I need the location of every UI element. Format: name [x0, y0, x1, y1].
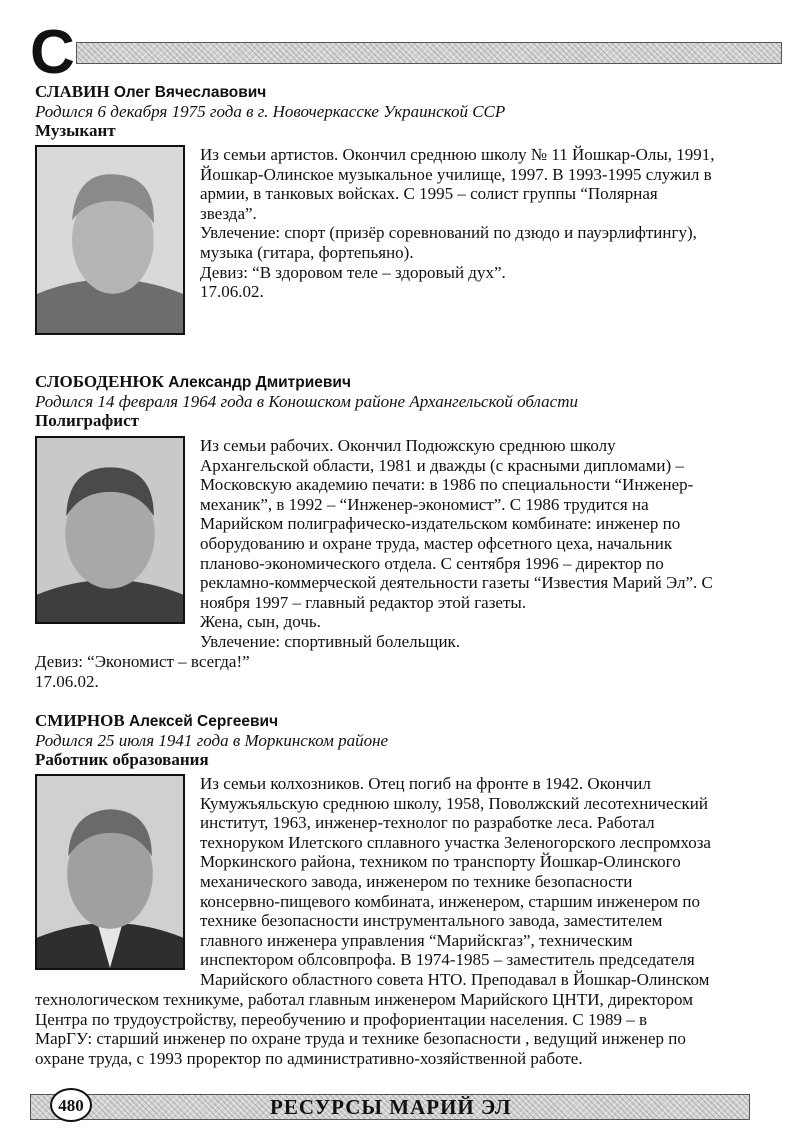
text-line: Увлечение: спортивный болельщик. [200, 631, 461, 651]
portrait-photo [35, 774, 185, 970]
person-name [35, 82, 775, 102]
text-line: Марийского областного совета НТО. Преподавал в Йошкар-Олинском [200, 969, 710, 989]
portrait-photo [35, 436, 185, 624]
text-line: 17.06.02. [35, 671, 99, 691]
text-line: техноруком Илетского сплавного участка Зеленогорского леспромхоза [200, 832, 711, 852]
page-number: 480 [50, 1088, 92, 1122]
surname: СЛОБОДЕНЮК [35, 372, 164, 391]
biography-text-continued [35, 652, 775, 691]
text-line: звезда”. [200, 203, 257, 223]
text-line: рекламно-коммерческой деятельности газеты “Известия Марий Эл”. С [200, 573, 713, 593]
page-footer [30, 1088, 782, 1124]
text-line: Жена, сын, дочь. [200, 612, 321, 632]
biography-text [200, 145, 775, 302]
portrait-photo [35, 145, 185, 335]
section-letter-header [30, 18, 782, 88]
text-line: главного инженера управления “Марийскгаз”, техническим [200, 930, 633, 950]
text-line: Центра по трудоустройству, переобучению и профориентации населения. С 1989 – в [35, 1009, 647, 1029]
text-line: Кумужъяльскую среднюю школу, 1958, Поволжский лесотехнический [200, 793, 708, 813]
text-line: армии, в танковых войсках. С 1995 – солист группы “Полярная [200, 184, 658, 204]
text-line: музыка (гитара, фортепьяно). [200, 242, 414, 262]
text-line: Марийском полиграфическо-издательском комбинате: инженер по [200, 514, 681, 534]
biography-text [200, 436, 775, 652]
text-line: Девиз: “Экономист – всегда!” [35, 652, 250, 671]
text-line: планово-экономического отдела. С сентября 1996 – директор по [200, 553, 664, 573]
text-line: консервно-пищевого комбината, инженером, старшим инженером по [200, 891, 701, 911]
decorative-hatched-bar [76, 42, 782, 64]
surname: СЛАВИН [35, 82, 110, 101]
text-line: Йошкар-Олинское музыкальное училище, 1997. В 1993-1995 служил в [200, 164, 712, 184]
surname: СМИРНОВ [35, 711, 125, 730]
text-line: МарГУ: старший инженер по охране труда и технике безопасности , ведущий инженер по [35, 1029, 686, 1049]
section-letter: С [30, 18, 75, 87]
given-names: Олег Вячеславович [113, 84, 267, 101]
biography-entry-smirnov [35, 711, 775, 1068]
text-line: ноября 1997 – главный редактор этой газеты. [200, 592, 527, 612]
text-line: инспектором облсовпрофа. В 1974-1985 – заместитель председателя [200, 950, 695, 970]
text-line: Из семьи артистов. Окончил среднюю школу № 11 Йошкар-Олы, 1991, [200, 145, 715, 164]
text-line: охране труда, с 1993 проректор по административно-хозяйственной работе. [35, 1048, 583, 1068]
text-line: технике безопасности инструментального завода, заместителем [200, 911, 663, 931]
given-names: Александр Дмитриевич [168, 374, 351, 391]
biography-entry-slobodenyuk [35, 372, 775, 691]
text-line: Девиз: “В здоровом теле – здоровый дух”. [200, 262, 506, 282]
profession: Полиграфист [35, 411, 139, 430]
person-name [35, 711, 775, 731]
person-name [35, 372, 775, 392]
birth-info: Родился 6 декабря 1975 года в г. Новочеркасске Украинской ССР [35, 102, 506, 121]
biography-text [200, 774, 775, 990]
text-line: Увлечение: спорт (призёр соревнований по дзюдо и пауэрлифтингу), [200, 223, 697, 243]
publication-title: РЕСУРСЫ МАРИЙ ЭЛ [270, 1095, 512, 1119]
text-line: оборудованию и охране труда, мастер офсетного цеха, начальник [200, 533, 673, 553]
text-line: Из семьи колхозников. Отец погиб на фронте в 1942. Окончил [200, 774, 651, 793]
text-line: механик”, в 1992 – “Инженер-экономист”. С 1986 трудится на [200, 494, 649, 514]
text-line: технологическом техникуме, работал главным инженером Марийского ЦНТИ, директором [35, 990, 693, 1009]
text-line: механического завода, инженером по технике безопасности [200, 871, 633, 891]
birth-info: Родился 14 февраля 1964 года в Коношском районе Архангельской области [35, 392, 578, 411]
given-names: Алексей Сергеевич [128, 713, 279, 730]
text-line: Моркинского района, техником по транспорту Йошкар-Олинского [200, 852, 681, 872]
text-line: Московскую академию печати: в 1986 по специальности “Инженер- [200, 475, 694, 495]
text-line: институт, 1963, инженер-технолог по разработке леса. Работал [200, 813, 655, 833]
text-line: 17.06.02. [200, 282, 264, 302]
birth-info: Родился 25 июля 1941 года в Моркинском районе [35, 731, 389, 750]
biography-entry-slavin [35, 82, 775, 302]
text-line: Архангельской области, 1981 и дважды (с красными дипломами) – [200, 455, 684, 475]
text-line: Из семьи рабочих. Окончил Подюжскую среднюю школу [200, 436, 616, 455]
profession: Музыкант [35, 121, 116, 140]
biography-text-continued [35, 990, 775, 1068]
profession: Работник образования [35, 750, 209, 769]
